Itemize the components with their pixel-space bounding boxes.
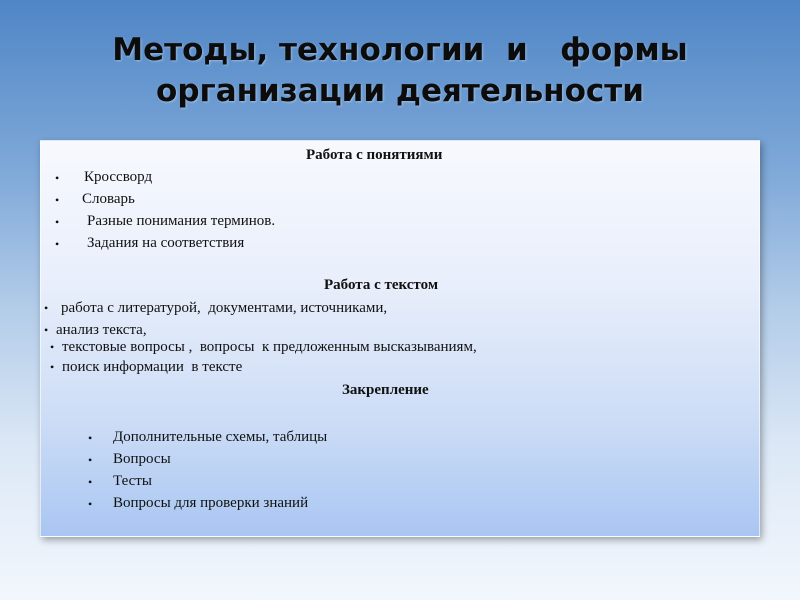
bullet-icon: • (55, 193, 60, 207)
list-item: Разные понимания терминов. (87, 213, 276, 229)
slide-title (0, 30, 800, 112)
list-item: Дополнительные схемы, таблицы (113, 429, 328, 445)
bullet-icon: • (88, 497, 93, 511)
content-card (40, 140, 760, 537)
bullet-icon: • (88, 431, 93, 445)
list-item: Задания на соответствия (87, 235, 245, 251)
slide-title-line-2: организации деятельности (156, 73, 644, 109)
list-item: Тесты (113, 473, 152, 489)
list-item: Словарь (82, 191, 135, 207)
bullet-icon: • (44, 323, 49, 337)
bullet-icon: • (88, 475, 93, 489)
section-heading-text-work: Работа с текстом (324, 277, 439, 293)
section-heading-reinforcement: Закрепление (342, 382, 429, 398)
bullet-icon: • (50, 360, 55, 374)
list-item: Вопросы для проверки знаний (113, 495, 309, 511)
bullet-icon: • (50, 340, 55, 354)
slide-title-line-1: Методы, технологии и формы (112, 32, 688, 68)
list-item: Вопросы (113, 451, 171, 467)
list-item: работа с литературой, документами, источниками, (61, 300, 388, 316)
bullet-icon: • (55, 171, 60, 185)
list-item: поиск информации в тексте (62, 359, 243, 375)
bullet-icon: • (55, 237, 60, 251)
section-heading-concepts: Работа с понятиями (306, 147, 443, 163)
list-item: текстовые вопросы , вопросы к предложенным высказываниям, (62, 339, 477, 355)
list-item: Кроссворд (84, 169, 153, 185)
bullet-icon: • (55, 215, 60, 229)
bullet-icon: • (88, 453, 93, 467)
bullet-icon: • (44, 301, 49, 315)
list-item: анализ текста, (56, 322, 147, 338)
